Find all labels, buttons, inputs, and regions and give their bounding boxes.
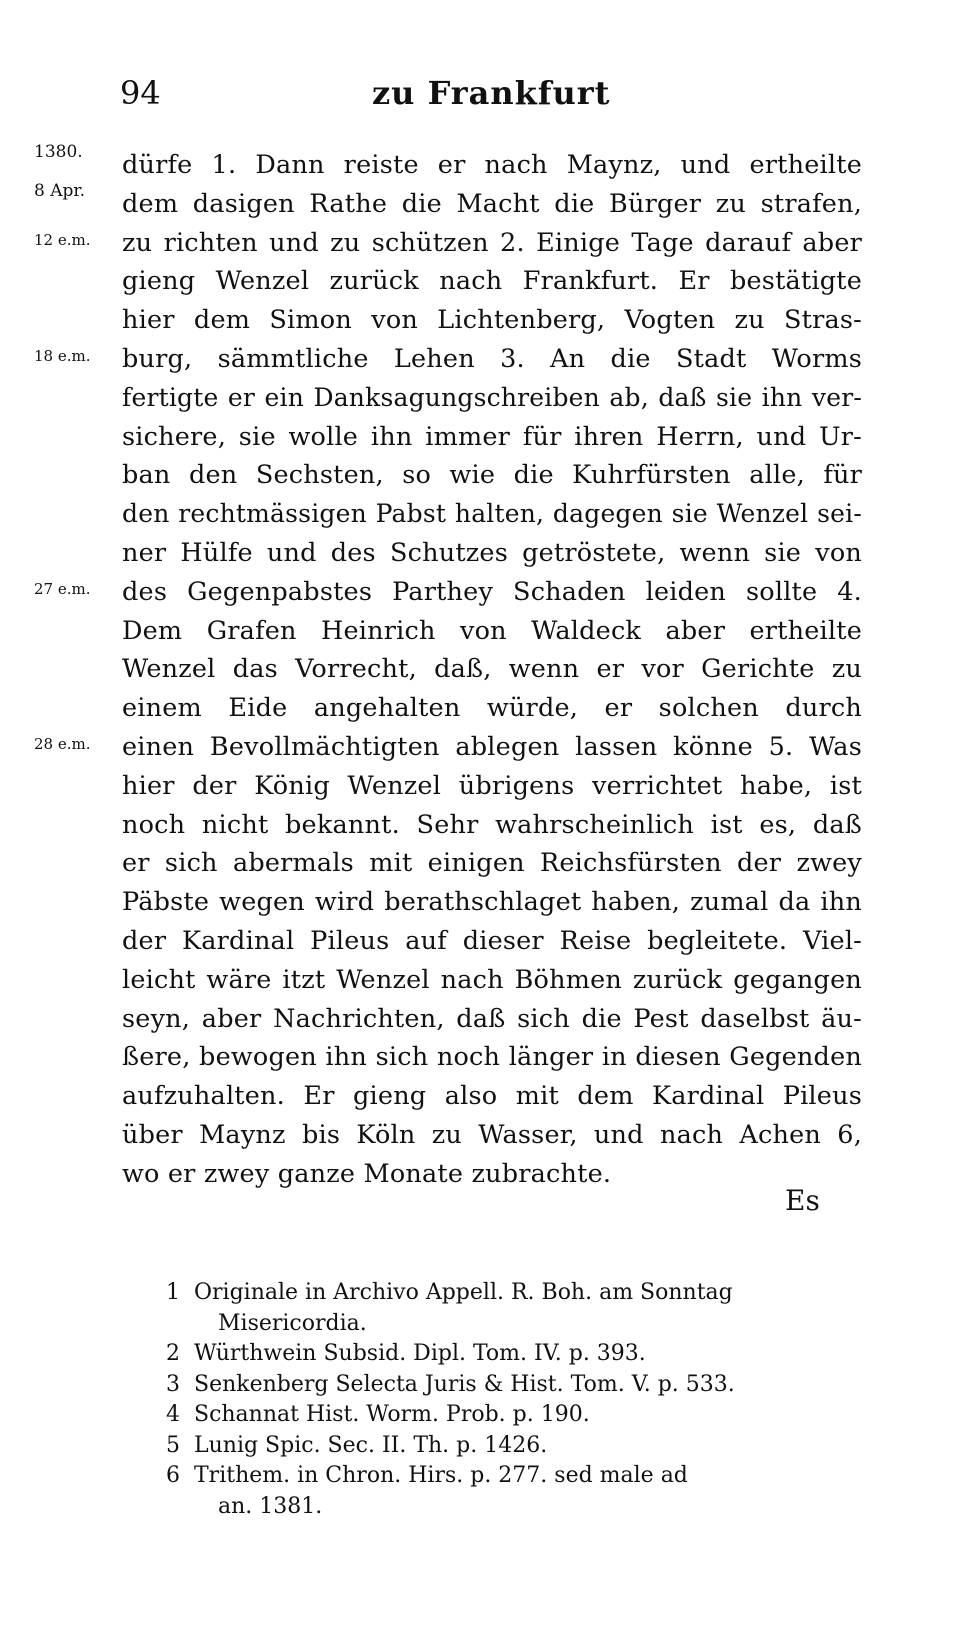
text-line — [0, 180, 960, 224]
margin-date-note: 28 e.m. — [34, 734, 91, 753]
footnote-line — [0, 1370, 960, 1401]
margin-date-note: 18 e.m. — [34, 346, 91, 365]
line-text: über Maynz bis Köln zu Wasser, und nach Achen 6, — [122, 1119, 862, 1150]
text-line — [0, 456, 960, 495]
footnote-text: Würthwein Subsid. Dipl. Tom. IV. p. 393. — [194, 1341, 646, 1366]
text-line — [0, 728, 960, 767]
footnote-number: 3 — [166, 1371, 180, 1397]
text-line — [0, 495, 960, 534]
line-text: burg, sämmtliche Lehen 3. An die Stadt Worms — [122, 343, 862, 374]
line-text: aufzuhalten. Er gieng also mit dem Kardinal Pileus — [122, 1081, 862, 1112]
text-line — [0, 922, 960, 961]
footnote-number: 1 — [166, 1280, 180, 1305]
text-line — [0, 650, 960, 689]
footnote-line — [0, 1461, 960, 1492]
line-text: hier dem Simon von Lichtenberg, Vogten zu Stras- — [122, 305, 862, 336]
line-text: noch nicht bekannt. Sehr wahrscheinlich ist es, daß — [122, 809, 862, 840]
running-title: zu Frankfurt — [372, 74, 611, 112]
footnote-text: Trithem. in Chron. Hirs. p. 277. sed male ad — [194, 1463, 688, 1488]
footnotes — [0, 1278, 960, 1522]
line-text: gieng Wenzel zurück nach Frankfurt. Er bestätigte — [122, 266, 862, 297]
footnote-line — [0, 1400, 960, 1431]
footnote-number: 4 — [166, 1402, 180, 1427]
text-line — [0, 340, 960, 379]
line-text: der Kardinal Pileus auf dieser Reise begleitete. Viel- — [122, 925, 862, 956]
text-line — [0, 534, 960, 573]
text-line — [0, 844, 960, 883]
text-line — [0, 418, 960, 457]
text-line — [0, 806, 960, 845]
main-text — [0, 142, 960, 1194]
line-text: dürfe 1. Dann reiste er nach Maynz, und ertheilte — [122, 150, 862, 180]
text-line — [0, 883, 960, 922]
line-text: dem dasigen Rathe die Macht die Bürger zu strafen, — [122, 188, 862, 219]
line-text: einem Eide angehalten würde, er solchen durch — [122, 693, 862, 724]
text-line — [0, 1038, 960, 1077]
text-line — [0, 301, 960, 340]
page-header — [0, 74, 960, 118]
line-text: Päbste wegen wird berathschlaget haben, zumal da ihn — [122, 887, 862, 918]
text-line — [0, 1000, 960, 1039]
line-text: des Gegenpabstes Parthey Schaden leiden sollte 4. — [122, 576, 862, 607]
footnote-text: Schannat Hist. Worm. Prob. p. 190. — [194, 1402, 590, 1427]
margin-date-note: 12 e.m. — [34, 230, 91, 249]
page-number: 94 — [120, 74, 161, 112]
footnote-line — [0, 1492, 960, 1523]
text-line — [0, 1116, 960, 1155]
line-text: leicht wäre itzt Wenzel nach Böhmen zurück gegangen — [122, 964, 862, 995]
margin-date-note: 8 Apr. — [34, 180, 86, 201]
text-line — [0, 961, 960, 1000]
text-line — [0, 767, 960, 806]
margin-date-note: 27 e.m. — [34, 579, 91, 598]
text-line — [0, 1077, 960, 1116]
footnote-number: 2 — [166, 1341, 180, 1366]
text-line — [0, 224, 960, 263]
footnote-text: Misericordia. — [218, 1310, 367, 1336]
footnote-line — [0, 1431, 960, 1462]
text-line — [0, 612, 960, 651]
line-text: hier der König Wenzel übrigens verrichtet habe, ist — [122, 770, 862, 801]
line-text: wo er zwey ganze Monate zubrachte. — [122, 1158, 612, 1189]
text-line — [0, 262, 960, 301]
line-text: ner Hülfe und des Schutzes getröstete, wenn sie von — [122, 537, 862, 568]
footnote-number: 5 — [166, 1432, 180, 1458]
catchword: Es — [785, 1184, 820, 1217]
footnote-line — [0, 1339, 960, 1370]
line-text: Dem Grafen Heinrich von Waldeck aber ertheilte — [122, 615, 862, 646]
footnote-text: Senkenberg Selecta Juris & Hist. Tom. V. p. 533. — [194, 1371, 735, 1397]
footnote-text: Originale in Archivo Appell. R. Boh. am Sonntag — [194, 1280, 733, 1305]
footnote-text: an. 1381. — [218, 1493, 323, 1519]
line-text: Wenzel das Vorrecht, daß, wenn er vor Gerichte zu — [122, 654, 862, 685]
text-line — [0, 142, 960, 185]
text-line — [0, 689, 960, 728]
footnote-text: Lunig Spic. Sec. II. Th. p. 1426. — [194, 1432, 548, 1458]
line-text: seyn, aber Nachrichten, daß sich die Pest daselbst äu- — [122, 1003, 862, 1034]
line-text: er sich abermals mit einigen Reichsfürsten der zwey — [122, 848, 862, 879]
footnote-number: 6 — [166, 1463, 180, 1488]
text-line — [0, 573, 960, 612]
line-text: zu richten und zu schützen 2. Einige Tage darauf aber — [122, 227, 862, 258]
margin-date-note: 1380. — [34, 142, 83, 162]
line-text: den rechtmässigen Pabst halten, dagegen sie Wenzel sei- — [122, 499, 862, 529]
line-text: fertigte er ein Danksagungschreiben ab, daß sie ihn ver- — [122, 382, 862, 412]
line-text: sichere, sie wolle ihn immer für ihren Herrn, und Ur- — [122, 421, 862, 452]
footnote-line — [0, 1278, 960, 1309]
footnote-line — [0, 1309, 960, 1340]
line-text: ßere, bewogen ihn sich noch länger in diesen Gegenden — [122, 1042, 862, 1073]
line-text: ban den Sechsten, so wie die Kuhrfürsten alle, für — [122, 460, 862, 491]
text-line — [0, 379, 960, 418]
line-text: einen Bevollmächtigten ablegen lassen könne 5. Was — [122, 731, 862, 762]
